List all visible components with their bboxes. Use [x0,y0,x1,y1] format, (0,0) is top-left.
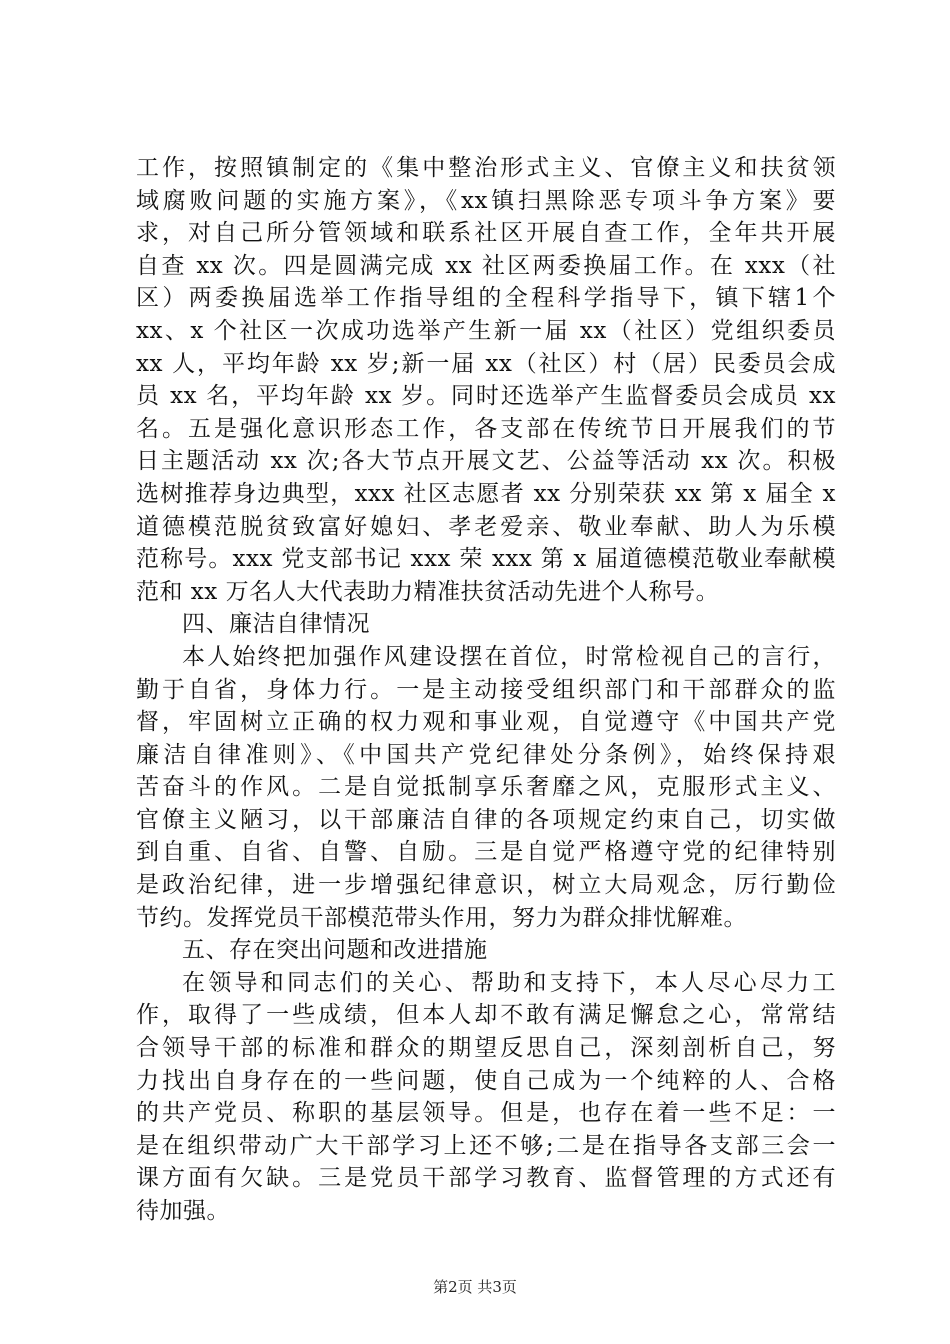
text-line: 官僚主义陋习，以干部廉洁自律的各项规定约束自己，切实做 [136,806,836,833]
text-line: 道德模范脱贫致富好媳妇、孝老爱亲、敬业奉献、助人为乐模 [136,513,836,540]
text-line: 日主题活动 xx 次;各大节点开展文艺、公益等活动 xx 次。积极 [136,448,836,475]
section-heading: 五、存在突出问题和改进措施 [182,937,488,964]
text-line: 本人始终把加强作风建设摆在首位，时常检视自己的言行， [182,643,836,670]
text-line: 自查 xx 次。四是圆满完成 xx 社区两委换届工作。在 xxx（社 [136,252,836,279]
text-line: 作，取得了一些成绩，但本人却不敢有满足懈怠之心，常常结 [136,1002,836,1029]
text-line: 范和 xx 万名人大代表助力精准扶贫活动先进个人称号。 [136,578,720,605]
text-line: 是在组织带动广大干部学习上还不够;二是在指导各支部三会一 [136,1132,836,1159]
text-line: 范称号。xxx 党支部书记 xxx 荣 xxx 第 x 届道德模范敬业奉献模 [136,546,836,573]
text-line: 课方面有欠缺。三是党员干部学习教育、监督管理的方式还有 [136,1165,836,1192]
text-line: 廉洁自律准则》、《中国共产党纪律处分条例》，始终保持艰 [136,741,836,768]
text-line: 勤于自省，身体力行。一是主动接受组织部门和干部群众的监 [136,676,836,703]
text-line: 是政治纪律，进一步增强纪律意识，树立大局观念，厉行勤俭 [136,872,836,899]
text-line: 合领导干部的标准和群众的期望反思自己，深刻剖析自己，努 [136,1035,836,1062]
document-body [136,152,836,1228]
text-line: 求，对自己所分管领域和联系社区开展自查工作，全年共开展 [136,220,836,247]
text-line: 力找出自身存在的一些问题，使自己成为一个纯粹的人、合格 [136,1067,836,1094]
section-heading: 四、廉洁自律情况 [182,611,370,638]
text-line: 名。五是强化意识形态工作，各支部在传统节日开展我们的节 [136,415,836,442]
text-line: xx 人，平均年龄 xx 岁;新一届 xx（社区）村（居）民委员会成 [136,350,836,377]
text-line: xx、x 个社区一次成功选举产生新一届 xx（社区）党组织委员 [136,317,836,344]
page-footer: 第2页 共3页 [433,1278,517,1296]
text-line: 节约。发挥党员干部模范带头作用，努力为群众排忧解难。 [136,904,747,931]
text-line: 待加强。 [136,1198,230,1224]
text-line: 域腐败问题的实施方案》，《xx镇扫黑除恶专项斗争方案》要 [136,187,836,214]
text-line: 员 xx 名，平均年龄 xx 岁。同时还选举产生监督委员会成员 xx [136,383,836,410]
text-line: 督，牢固树立正确的权力观和事业观，自觉遵守《中国共产党 [136,709,836,736]
text-line: 在领导和同志们的关心、帮助和支持下，本人尽心尽力工 [182,969,836,996]
text-line: 选树推荐身边典型，xxx 社区志愿者 xx 分别荣获 xx 第 x 届全 x [136,480,836,507]
text-line: 到自重、自省、自警、自励。三是自觉严格遵守党的纪律特别 [136,839,836,866]
text-line: 工作，按照镇制定的《集中整治形式主义、官僚主义和扶贫领 [136,155,836,181]
text-line: 区）两委换届选举工作指导组的全程科学指导下，镇下辖1个 [136,285,836,312]
text-line: 苦奋斗的作风。二是自觉抵制享乐奢靡之风，克服形式主义、 [136,774,836,801]
text-line: 的共产党员、称职的基层领导。但是，也存在着一些不足：一 [136,1100,836,1127]
